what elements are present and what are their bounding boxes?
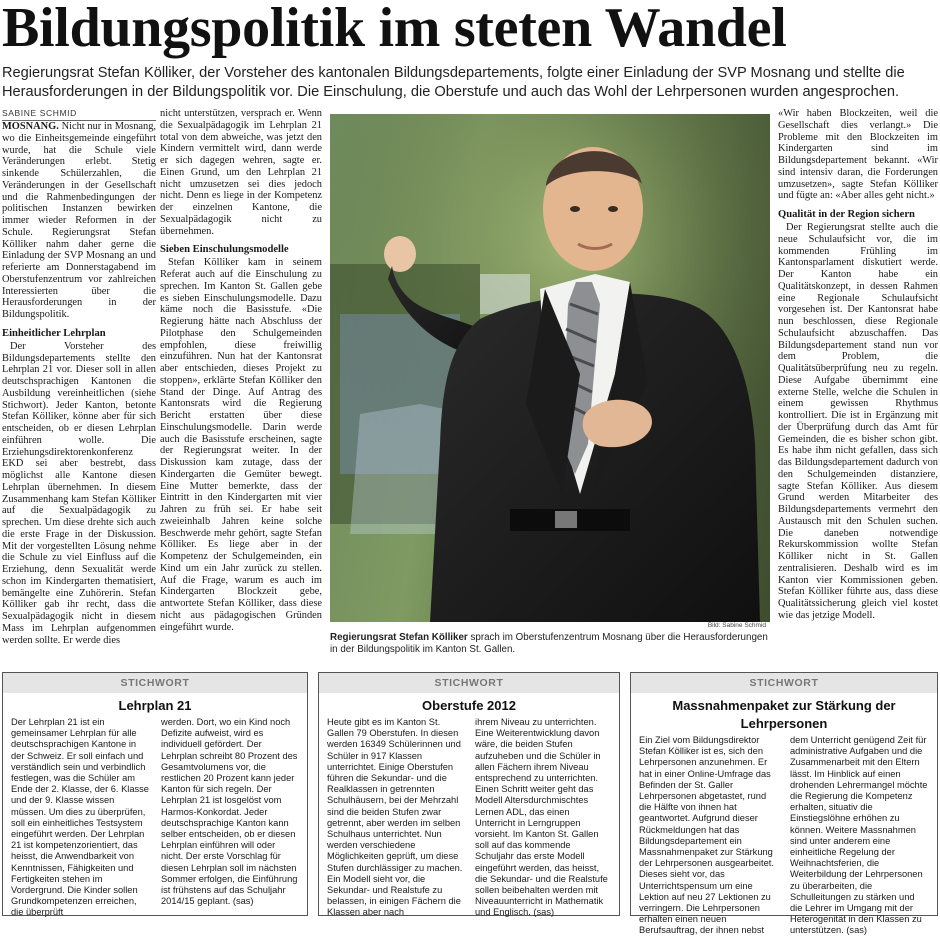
subheading: Sieben Einschulungsmodelle — [160, 244, 289, 256]
article-paragraph: «Wir haben Blockzeiten, weil die Gesellschaft dies verlangt.» Die Probleme mit den Blockzeiten im Kindergarten sind im Bildungsdepartement bekannt. «Wir sind intensiv daran, die Forderungen umzusetzen», sagte Stefan Kölliker und fügte an: «Aber alles geht nicht.» — [778, 108, 938, 202]
stichwort-box-oberstufe — [318, 672, 620, 916]
box-text-column: Ein Ziel vom Bildungsdirektor Stefan Kölliker ist es, sich den Lehrpersonen anzunehmen. Er hat in einer Online-Umfrage das Befinden der St. Galler Lehrpersonen abgetastet, rund die Hälfte von ihnen hat geantwortet. Aufgrund dieser Rückmeldungen hat das Bildungsdepartement ein Massnahmenpaket zur Stärkung der Lehrpersonen ausgearbeitet. Dieses sieht vor, das Unterrichtspensum um eine Lektion auf neu 27 Lektionen zu verringern. Die Lehrpersonen erhalten einen neuen Berufsauftrag, der ihnen nebst — [639, 735, 774, 936]
article-paragraph — [2, 121, 156, 321]
speaker-photo — [330, 114, 770, 622]
caption-text: sprach im Oberstufenzentrum Mosnang über die Herausforderungen in der Bildungspolitik im Kanton St. Gallen. — [330, 632, 768, 655]
dateline: MOSNANG. — [2, 121, 59, 132]
article-paragraph: Der Vorsteher des Bildungsdepartements stellte den Lehrplan 21 vor. Dieser soll in allen deutschsprachigen Kantonen die Ausbildung vereinheitlichen (siehe Stichwort). Jeder Kanton, betonte Stefan Kölliker, könne aber für sich entscheiden, ob er diesen Lehrplan einführen wolle. Die Erziehungsdirektorenkonferenz EKD sei aber bestrebt, dass möglichst alle Kantone diesen Lehrplan übernehmen. In diesem Zusammenhang kam Stefan Kölliker auf die Sexualpädagogik zu sprechen. Um diese drehte sich auch die erste Frage in der Diskussion. Mit der vorgestellten Lösung nehme die Schule zu viel Einfluss auf die Erziehung, denn Sexualität werde schon im Kindergarten thematisiert, bemängelte eine Zuhörerin. Stefan Kölliker gab ihr recht, dass die Sexualpädagogik nicht in diesem Mass im Lehrplan aufgenommen werden sollte. Er werde dies — [2, 340, 156, 646]
article-paragraph: Der Regierungsrat stellte auch die neue Schulaufsicht vor, die im kommenden Frühling im Kantonsparlament diskutiert werde. Der Kanton habe ein Qualitätskonzept, in dessen Rahmen eine Regionale Schulaufsicht vorgesehen ist. Der Kantonsrat habe nun beschlossen, diese Regionale Schulaufsicht abzuschaffen. Das Bildungsdepartement stand nun vor dem Problem, die Qualitätsüberprüfung neu zu regeln. Diese Aufgabe übernimmt eine externe Stelle, welche die Schulen in einem gewissen Rhythmus kontrolliert. Die ist in Ergänzung mit der Überprüfung durch das Amt für Gemeinden, die es bisher schon gibt. Es habe ihm nicht gefallen, dass sich das Bildungsdepartement dadurch von den Schulgemeinden distanziere, sagte Stefan Kölliker. Aus diesem Grund werden Mitarbeiter des Bildungsdepartements vermehrt den Austausch mit den Schulen suchen. Die daneben notwendige Rekurskommission wollte Stefan Kölliker nicht in St. Gallen zentralisieren. Deshalb wird es im Kanton vier Kommissionen geben. Stefan Kölliker führte aus, dass diese Qualitätssicherung gleich viel kostet wie das jetzige Modell. — [778, 222, 938, 621]
stichwort-box-lehrplan — [2, 672, 308, 916]
photo-caption — [330, 632, 770, 656]
box-kicker: STICHWORT — [631, 673, 937, 693]
caption-name: Regierungsrat Stefan Kölliker — [330, 632, 468, 643]
article-column-1 — [2, 121, 156, 656]
subheading: Einheitlicher Lehrplan — [2, 327, 106, 339]
byline: SABINE SCHMID — [2, 108, 156, 121]
article-paragraph: nicht unterstützen, versprach er. Wenn die Sexualpädagogik im Lehrplan 21 total von dem abweiche, was jetzt den Kindern vermittelt wird, dann werde er sich dagegen wehren, sagte er. Einen Grund, um den Lehrplan 21 nicht umzusetzen sei dies jedoch nicht. Denn es liege in der Kompetenz der einzelnen Kantone, die Sexualpädagogik nicht zu übernehmen. — [160, 108, 322, 237]
box-title: Oberstufe 2012 — [422, 698, 516, 713]
box-text-column: Heute gibt es im Kanton St. Gallen 79 Oberstufen. In diesen werden 16349 Schülerinnen und Schüler in 917 Klassen unterrichtet. Einige Oberstufen führen die Sekundar- und die Realklassen in getrennten Schulhäusern, bei der Mehrzahl sind die beiden Stufen zwar getrennt, aber werden im selben Schulhaus unterrichtet. Nun werden verschiedene Möglichkeiten geprüft, um diese Stufen durchlässiger zu machen. Ein Modell sieht vor, die Sekundar- und Realstufe zu belassen, in einigen Fächern die Klassen aber nach — [327, 717, 463, 918]
subheading: Qualität in der Region sichern — [778, 209, 915, 220]
article-column-2 — [160, 108, 322, 656]
headline: Bildungspolitik im steten Wandel — [2, 0, 787, 59]
article-column-3 — [778, 108, 938, 656]
box-text-column: dem Unterricht genügend Zeit für administrative Aufgaben und die Zusammenarbeit mit den Eltern lässt. Im Hinblick auf einen drohenden Lehrermangel möchte die Regierung die Kompetenz erhalten, situativ die Einstiegslöhne erhöhen zu können. Weitere Massnahmen sind unter anderem eine einheitliche Regelung der Weihnachtsferien, die Weiterbildung der Lehrpersonen zu überarbeiten, die Schulleitungen zu stärken und die Lehrer im Umgang mit der Heterogenität in den Klassen zu unterstützen. (sas) — [790, 735, 928, 936]
box-text-column: werden. Dort, wo ein Kind noch Defizite aufweist, wird es individuell gefördert. Der Lehrplan schreibt 80 Prozent des Gesamtvolumens vor, die restlichen 20 Prozent kann jeder Kanton für sich regeln. Der Lehrplan 21 ist losgelöst vom Harmos-Konkordat. Jeder deutschsprachige Kanton kann selber entscheiden, ob er diesen Lehrplan einführen will oder nicht. Der erste Vorschlag für diesen Lehrplan soll im nächsten Sommer erfolgen, die Einführung ist frühstens auf das Schuljahr 2014/15 geplant. (sas) — [161, 717, 298, 907]
box-title: Lehrplan 21 — [118, 698, 192, 713]
box-title: Massnahmenpaket zur Stärkung der Lehrpersonen — [672, 698, 896, 731]
box-text-column: ihrem Niveau zu unterrichten. Eine Weiterentwicklung davon wäre, die beiden Stufen aufzuheben und die Schüler in allen Fächern ihrem Niveau entsprechend zu unterrichten. Einen Schritt weiter geht das Modell Altersdurchmischtes Lernen ADL, das einen Unterricht in Lerngruppen vorsieht. Im Kanton St. Gallen soll auf das kommende Schuljahr das erste Modell eingeführt werden, das heisst, die Sekundar- und die Realstufe sollen beibehalten werden mit Niveauunterricht in Mathematik und Englisch. (sas) — [475, 717, 608, 918]
box-kicker: STICHWORT — [3, 673, 307, 693]
stichwort-box-massnahmen — [630, 672, 938, 936]
box-text-column: Der Lehrplan 21 ist ein gemeinsamer Lehrplan für alle deutschsprachigen Kantone in der Schweiz. Er soll einfach und verständlich sein und verbindlich festlegen, was die Schüler am Ende der 2. Klasse, der 6. Klasse und der 9. Klasse wissen müssen. Um dies zu überprüfen, soll ein einheitliches Testsystem eingeführt werden. Der Lehrplan 21 ist kompetenzorientiert, das heisst, die Anwendbarkeit von Kenntnissen, Fähigkeiten und Fertigkeiten stehen im Vordergrund. Die Kinder sollen Grundkompetenzen erreichen, die überprüft — [11, 717, 149, 918]
article-paragraph: Stefan Kölliker kam in seinem Referat auch auf die Einschulung zu sprechen. Im Kanton St. Gallen gebe es sieben Einschulungsmodelle. Dazu käme noch die Basisstufe. «Die Regierung hätte nach Abschluss der Pilotphase den Schulgemeinden empfohlen, diese freiwillig einzuführen. Nun hat der Kantonsrat aber entschieden, dieses Projekt zu stoppen», erklärte Stefan Kölliker den Stand der Dinge. Auf Antrag des Kantonsrats wird die Regierung Bericht erstatten über diese Einschulungsmodelle. Darin werde auch die Basisstufe erscheinen, sagte der Regierungsrat weiter. In der Diskussion kam zutage, dass der Kindergarten die Gemüter bewegt. Eine Mutter bemerkte, dass der Eintritt in den Kindergarten mit vier Jahren zu früh sei. Er habe seit zweieinhalb Jahren keine solche Beschwerde mehr gehört, sagte Stefan Kölliker. Es liege aber in der Kompetenz der Schulgemeinden, ein Kind um ein Jahr zurück zu stellen. Auf die Frage, warum es auch im Kindergarten Blockzeit gebe, antwortete Stefan Kölliker, dass diese nicht aus pädagogischen Gründen eingeführt wurde. — [160, 257, 322, 633]
lead-paragraph: Regierungsrat Stefan Kölliker, der Vorsteher des kantonalen Bildungsdepartements, folgte einer Einladung der SVP Mosnang und stellte die Herausforderungen in der Bildungspolitik vor. Die Einschulung, die Oberstufe und auch das Wohl der Lehrpersonen wurden angesprochen. — [2, 65, 905, 100]
paragraph-text: Nicht nur in Mosnang, wo die Einheitsgemeinde eingeführt wurde, hat die Schule viele Veränderungen erlebt. Stetig sinkende Schülerzahlen, die Veränderungen in der Gesellschaft und die Rahmenbedingungen der politischen Instanzen bewirken immer wieder Reformen in der Schule. Regierungsrat Stefan Kölliker nahm daher gerne die Einladung der SVP Mosnang an und referierte am Donnerstagabend im Oberstufenzentrum vor zahlreichen Interessierten über die Herausforderungen in der Bildungspolitik. — [2, 121, 156, 320]
box-kicker: STICHWORT — [319, 673, 619, 693]
photo-credit: Bild: Sabine Schmid — [707, 622, 766, 629]
speaker-illustration — [330, 114, 770, 622]
